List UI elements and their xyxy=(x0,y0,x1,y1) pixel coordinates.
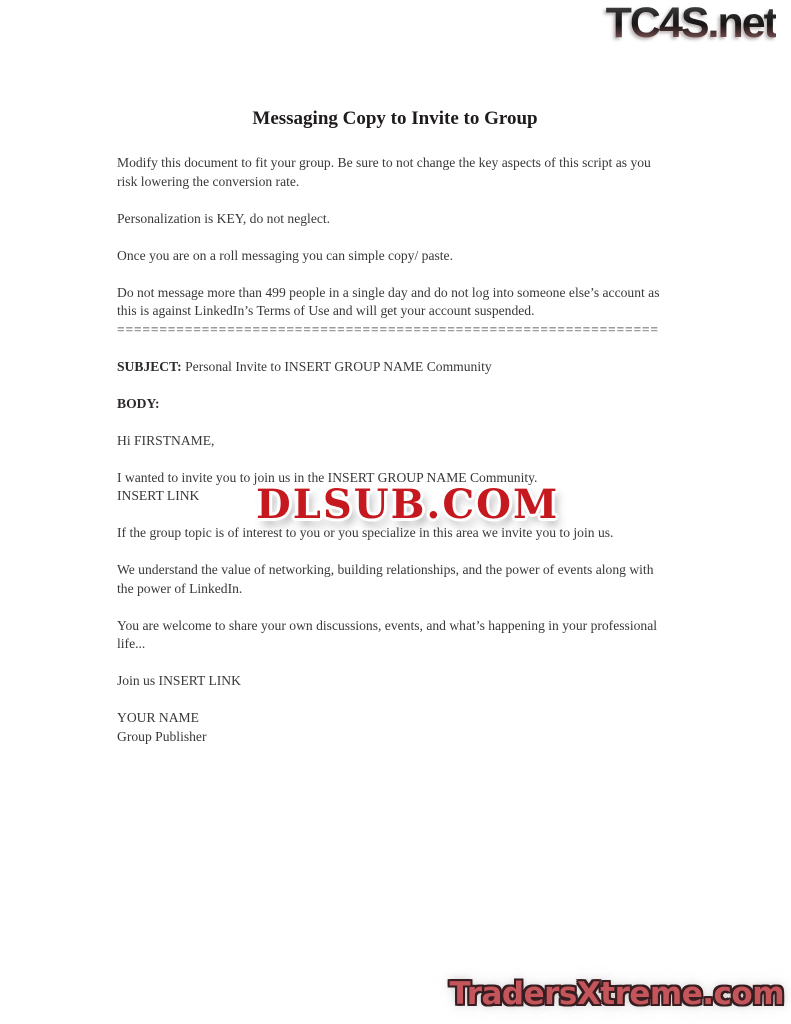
paragraph: I wanted to invite you to join us in the INSERT GROUP NAME Community. INSERT LINK xyxy=(117,469,538,503)
paragraph: Join us INSERT LINK xyxy=(117,673,241,688)
paragraph: YOUR NAME Group Publisher xyxy=(117,710,207,744)
paragraph: Do not message more than 499 people in a single day and do not log into someone else’s account as this is against LinkedIn’s Terms of Use and will get your account suspended. xyxy=(117,284,660,318)
paragraph: Hi FIRSTNAME, xyxy=(117,432,215,448)
tradersxtreme-logo: TradersXtreme.com xyxy=(449,976,784,1012)
paragraph: You are welcome to share your own discussions, events, and what’s happening in your professional life... xyxy=(117,617,658,651)
separator-line: ================================================================ xyxy=(117,321,659,337)
paragraph: We understand the value of networking, building relationships, and the power of events along with the power of LinkedIn. xyxy=(117,562,654,596)
paragraph: BODY: xyxy=(117,395,160,411)
paragraph: Modify this document to fit your group. Be sure to not change the key aspects of this script as you risk lowering the conversion rate. xyxy=(117,155,651,189)
document-title: Messaging Copy to Invite to Group xyxy=(252,108,538,129)
dlsub-watermark: DLSUB.COM xyxy=(256,481,560,528)
paragraph: Personalization is KEY, do not neglect. xyxy=(117,210,331,226)
paragraph: SUBJECT: Personal Invite to INSERT GROUP NAME Community xyxy=(117,358,492,374)
paragraph: If the group topic is of interest to you or you specialize in this area we invite you to join us. xyxy=(117,525,614,540)
paragraph: Once you are on a roll messaging you can simple copy/ paste. xyxy=(117,247,453,263)
document-body xyxy=(117,107,673,765)
tc4s-logo: TC4S.net xyxy=(605,0,776,47)
